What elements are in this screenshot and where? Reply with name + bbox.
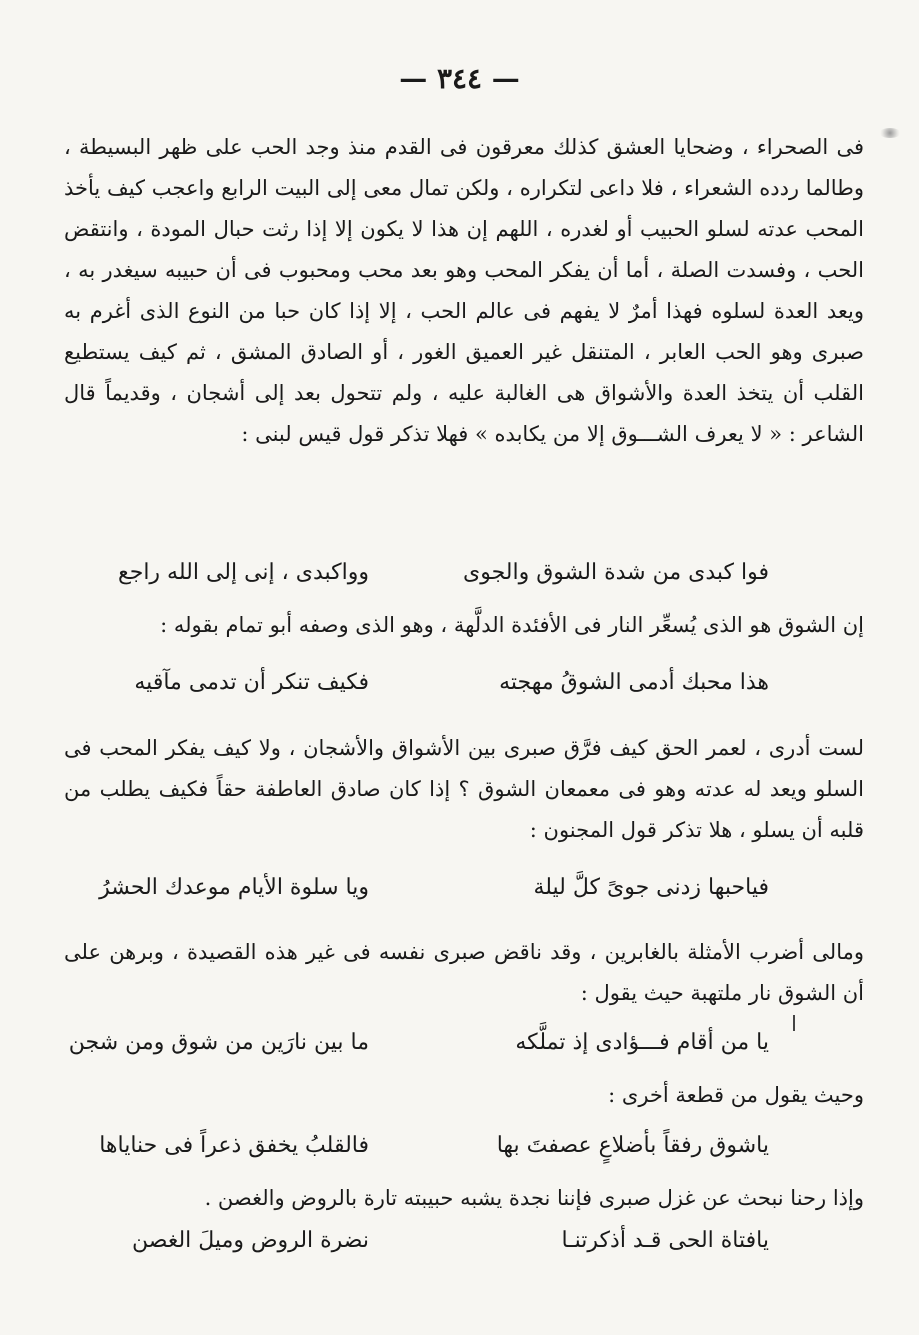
page-number: — ٣٤٤ — <box>399 62 520 95</box>
verse-hemistich-second: فالقلبُ يخفق ذعراً فى حناياها <box>99 1133 369 1158</box>
verse-hemistich-second: ويا سلوة الأيام موعدك الحشرُ <box>99 875 369 900</box>
verse-line <box>0 560 919 585</box>
verse-hemistich-second: وواكبدى ، إنى إلى الله راجع <box>118 560 369 585</box>
paragraph: إن الشوق هو الذى يُسعِّر النار فى الأفئدة الدلَّهة ، وهو الذى وصفه أبو تمام بقوله : <box>160 613 864 637</box>
verse-hemistich-first: فياحبها زدنى جوىً كلَّ ليلة <box>533 875 769 900</box>
paragraph: وإذا رحنا نبحث عن غزل صبرى فإننا نجدة يشبه حبيبته تارة بالروض والغصن . <box>204 1186 864 1210</box>
verse-hemistich-first: يافتاة الحى قـد أذكرتنـا <box>561 1228 769 1253</box>
verse-hemistich-second: ما بين نارَين من شوق ومن شجن <box>68 1030 369 1055</box>
verse-hemistich-second: نضرة الروض وميلَ الغصن <box>132 1228 369 1253</box>
paragraph: ومالى أضرب الأمثلة بالغابرين ، وقد ناقض صبرى نفسه فى غير هذه القصيدة ، وبرهن على أن الشوق نار ملتهبة حيث يقول : <box>64 940 864 1005</box>
paragraph: فى الصحراء ، وضحايا العشق كذلك معرقون فى القدم منذ وجد الحب على ظهر البسيطة ، وطالما ردده الشعراء ، فلا داعى لتكراره ، ولكن تمال معى إلى البيت الرابع واعجب كيف يأخذ المحب عدته لسلو الحبيب أو لغدره ، اللهم إن هذا لا يكون إلا إذا رثت حبال المودة ، وانتقض الحب ، وفسدت الصلة ، أما أن يفكر المحب وهو بعد محب ومحبوب فى أن حبيبه سيغدر به ، ويعد العدة لسلوه فهذا أمرٌ لا يفهم فى عالم الحب ، إلا إذا كان حبا من النوع الذى أغرم به صبرى وهو الحب العابر ، المتنقل غير العميق الغور ، أو الصادق المشق ، ثم كيف يستطيع القلب أن يتخذ العدة والأشواق هى الغالبة عليه ، ولم تتحول بعد إلى أشجان ، وقديماً قال الشاعر : « لا يعرف الشـــوق إلا من يكابده » فهلا تذكر قول قيس لبنى : <box>64 135 864 446</box>
margin-mark <box>793 1015 795 1031</box>
verse-hemistich-first: فوا كبدى من شدة الشوق والجوى <box>463 560 769 585</box>
verse-line <box>0 875 919 900</box>
verse-hemistich-first: هذا محبك أدمى الشوقُ مهجته <box>499 670 769 695</box>
paragraph: وحيث يقول من قطعة أخرى : <box>608 1083 864 1107</box>
ink-smudge <box>879 128 901 138</box>
verse-line <box>0 670 919 695</box>
verse-line <box>0 1228 919 1253</box>
verse-line <box>0 1030 919 1055</box>
verse-hemistich-second: فكيف تنكر أن تدمى مآقيه <box>134 670 369 695</box>
paragraph: لست أدرى ، لعمر الحق كيف فرَّق صبرى بين الأشواق والأشجان ، ولا كيف يفكر المحب فى السلو ويعد له عدته وهو فى معمعان الشوق ؟ إذا كان صادق العاطفة حقاً فكيف يطلب من قلبه أن يسلو ، هلا تذكر قول المجنون : <box>64 736 864 842</box>
verse-hemistich-first: يا من أقام فـــؤادى إذ تملَّكه <box>515 1030 769 1055</box>
verse-hemistich-first: ياشوق رفقاً بأضلاعٍ عصفتَ بها <box>496 1133 769 1158</box>
verse-line <box>0 1133 919 1158</box>
